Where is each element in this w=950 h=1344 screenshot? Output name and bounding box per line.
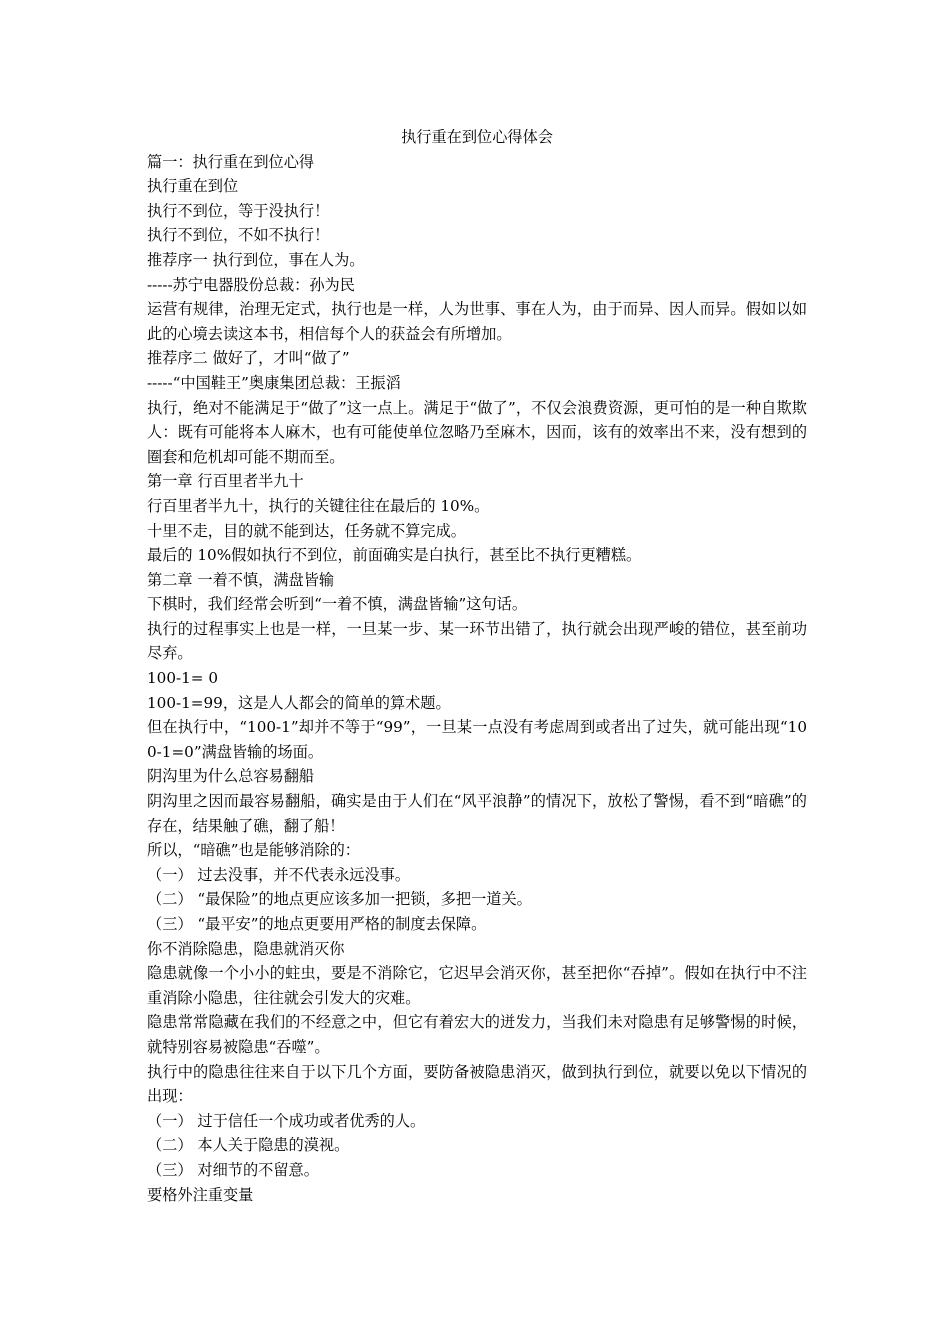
- paragraph: 十里不走，目的就不能到达，任务就不算完成。: [147, 521, 466, 540]
- paragraph: （一） 过于信任一个成功或者优秀的人。: [147, 1111, 426, 1130]
- paragraph: -----“中国鞋王”奥康集团总裁：王振滔: [147, 373, 401, 392]
- paragraph: 执行中的隐患往往来自于以下几个方面，要防备被隐患消灭，做到执行到位，就要以免以下情况的出现：: [147, 1062, 807, 1106]
- paragraph: 阴沟里之因而最容易翻船，确实是由于人们在“风平浪静”的情况下，放松了警惕，看不到“暗礁”的存在，结果触了礁，翻了船！: [147, 792, 807, 835]
- paragraph: 执行的过程事实上也是一样，一旦某一步、某一环节出错了，执行就会出现严峻的错位，甚至前功尽弃。: [147, 619, 807, 663]
- paragraph: 第一章 行百里者半九十: [147, 472, 304, 491]
- paragraph: 运营有规律，治理无定式，执行也是一样，人为世事、事在人为，由于而异、因人而异。假如以如此的心境去读这本书，相信每个人的获益会有所增加。: [147, 300, 807, 343]
- paragraph: 执行，绝对不能满足于“做了”这一点上。满足于“做了”，不仅会浪费资源，更可怕的是一种自欺欺人：既有可能将本人麻木，也有可能使单位忽略乃至麻木，因而，该有的效率出不来，没有想到的圈套和危机却可能不期而至。: [147, 398, 807, 466]
- paragraph: 但在执行中，“100-1”却并不等于“99”，一旦某一点没有考虑周到或者出了过失，就可能出现“100-1=0”满盘皆输的场面。: [147, 718, 807, 761]
- paragraph: 100-1= 0: [147, 669, 218, 688]
- paragraph: 篇一：执行重在到位心得: [147, 152, 315, 171]
- paragraph: 执行不到位，不如不执行！: [147, 226, 330, 245]
- paragraph: （三） 对细节的不留意。: [147, 1160, 319, 1179]
- paragraph: 100-1=99，这是人人都会的简单的算术题。: [147, 693, 451, 712]
- paragraph: 第二章 一着不慎，满盘皆输: [147, 570, 335, 589]
- paragraph: 最后的 10%假如执行不到位，前面确实是白执行，甚至比不执行更糟糕。: [147, 546, 642, 565]
- paragraph: 下棋时，我们经常会听到“一着不慎，满盘皆输”这句话。: [147, 595, 528, 614]
- paragraph: 阴沟里为什么总容易翻船: [147, 767, 315, 786]
- document-body: [147, 125, 807, 1207]
- paragraph: （二） “最保险”的地点更应该多加一把锁，多把一道关。: [147, 890, 532, 909]
- paragraph: 推荐序一 执行到位，事在人为。: [147, 250, 365, 269]
- document-title: 执行重在到位心得体会: [401, 128, 553, 146]
- paragraph: （二） 本人关于隐患的漠视。: [147, 1136, 350, 1155]
- paragraph: 执行不到位，等于没执行！: [147, 201, 330, 220]
- paragraph: （一） 过去没事，并不代表永远没事。: [147, 865, 411, 884]
- paragraph: 执行重在到位: [147, 177, 239, 196]
- paragraph: 推荐序二 做好了，才叫“做了”: [147, 349, 350, 368]
- paragraph: 行百里者半九十，执行的关键往往在最后的 10%。: [147, 496, 490, 515]
- paragraph: 隐患就像一个小小的蛀虫，要是不消除它，它迟早会消灭你，甚至把你“吞掉”。假如在执行中不注重消除小隐患，往往就会引发大的灾难。: [147, 964, 807, 1007]
- paragraph: 隐患常常隐藏在我们的不经意之中，但它有着宏大的迸发力，当我们未对隐患有足够警惕的时候，就特别容易被隐患“吞噬”。: [147, 1013, 807, 1056]
- paragraph: 你不消除隐患，隐患就消灭你: [147, 939, 345, 958]
- paragraph: （三） “最平安”的地点更要用严格的制度去保障。: [147, 915, 487, 933]
- paragraph: 要格外注重变量: [147, 1185, 254, 1204]
- paragraph: -----苏宁电器股份总裁：孙为民: [147, 275, 355, 294]
- paragraph: 所以，“暗礁”也是能够消除的：: [147, 841, 360, 860]
